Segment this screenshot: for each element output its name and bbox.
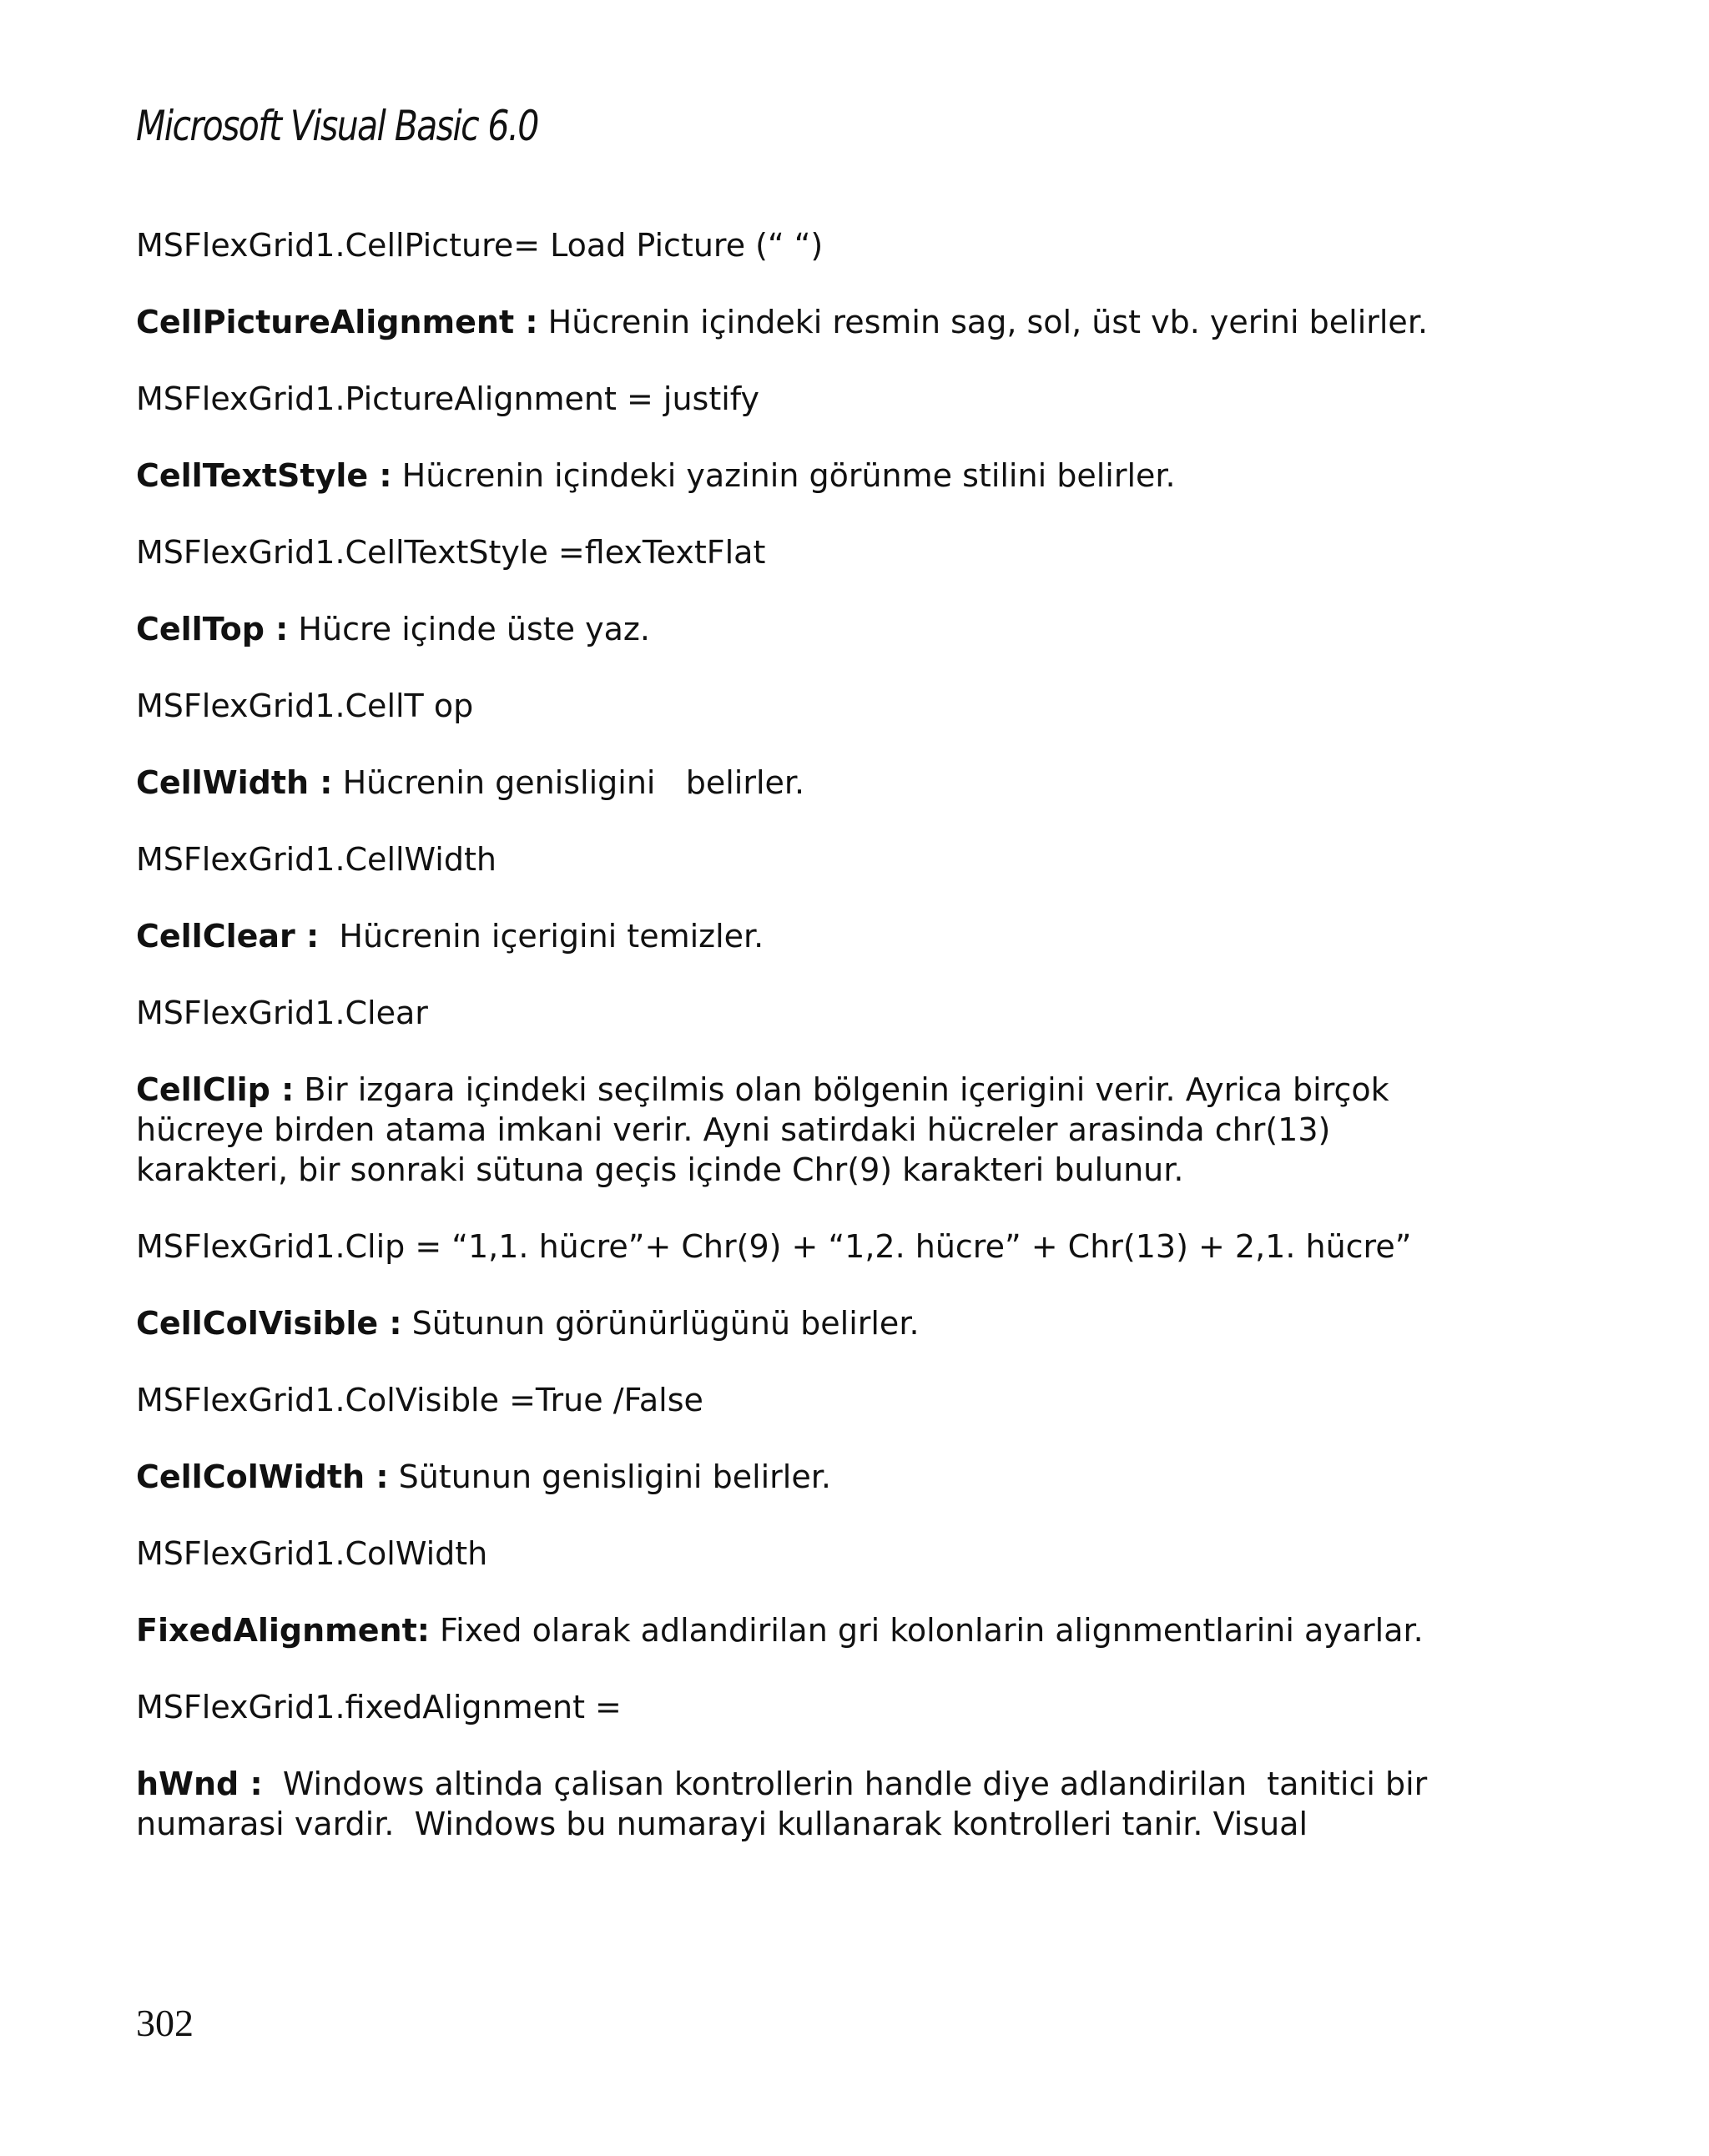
description-cellwidth: Hücrenin genisligini belirler. bbox=[332, 764, 805, 801]
description-cellclip: Bir izgara içindeki seçilmis olan bölgenin içerigini verir. Ayrica birçok hücreye birden atama imkani verir. Ayni satirdaki hücreler arasinda chr(13) karakteri, bir sonraki sütuna geçis içinde Chr(9) karakteri bulunur. bbox=[136, 1071, 1389, 1188]
term-cellwidth: CellWidth : bbox=[136, 764, 333, 801]
page-number: 302 bbox=[136, 2002, 194, 2044]
definition-cellcolvisible bbox=[136, 1303, 1438, 1343]
description-cellcolvisible: Sütunun görünürlügünü belirler. bbox=[401, 1305, 920, 1342]
code-line-fixedalignment: MSFlexGrid1.fixedAlignment = bbox=[136, 1689, 622, 1725]
description-fixedalignment: Fixed olarak adlandirilan gri kolonlarin alignmentlarini ayarlar. bbox=[429, 1612, 1424, 1649]
term-celltop: CellTop : bbox=[136, 611, 289, 647]
description-cellcolwidth: Sütunun genisligini belirler. bbox=[388, 1458, 831, 1495]
code-line-celltop: MSFlexGrid1.CellT op bbox=[136, 688, 474, 724]
code-line-cellpicture: MSFlexGrid1.CellPicture= Load Picture (“ “) bbox=[136, 227, 824, 264]
code-line-cellwidth: MSFlexGrid1.CellWidth bbox=[136, 841, 497, 878]
definition-fixedalignment bbox=[136, 1610, 1438, 1650]
term-cellclip: CellClip : bbox=[136, 1071, 295, 1108]
definition-cellclear bbox=[136, 916, 1438, 956]
term-hwnd: hWnd : bbox=[136, 1766, 263, 1802]
code-line-colwidth: MSFlexGrid1.ColWidth bbox=[136, 1535, 488, 1572]
term-cellpicturealignment: CellPictureAlignment : bbox=[136, 304, 538, 340]
code-line-clip: MSFlexGrid1.Clip = “1,1. hücre”+ Chr(9) + “1,2. hücre” + Chr(13) + 2,1. hücre” bbox=[136, 1228, 1412, 1265]
page-header-title: Microsoft Visual Basic 6.0 bbox=[136, 102, 538, 150]
document-body bbox=[136, 225, 1438, 1881]
term-celltextstyle: CellTextStyle : bbox=[136, 457, 392, 494]
definition-cellwidth bbox=[136, 763, 1438, 803]
description-cellclear: Hücrenin içerigini temizler. bbox=[319, 918, 764, 955]
description-cellpicturealignment: Hücrenin içindeki resmin sag, sol, üst vb. yerini belirler. bbox=[537, 304, 1429, 340]
definition-celltop bbox=[136, 609, 1438, 649]
description-hwnd: Windows altinda çalisan kontrollerin handle diye adlandirilan tanitici bir numarasi vardir. Windows bu numarayi kullanarak kontrolleri tanir. Visual bbox=[136, 1766, 1438, 1842]
description-celltextstyle: Hücrenin içindeki yazinin görünme stilini belirler. bbox=[391, 457, 1176, 494]
definition-cellpicturealignment bbox=[136, 302, 1438, 342]
definition-cellclip bbox=[136, 1070, 1438, 1190]
code-line-picturealignment: MSFlexGrid1.PictureAlignment = justify bbox=[136, 380, 759, 417]
definition-hwnd bbox=[136, 1764, 1438, 1844]
code-line-colvisible: MSFlexGrid1.ColVisible =True /False bbox=[136, 1382, 703, 1418]
term-fixedalignment: FixedAlignment: bbox=[136, 1612, 430, 1649]
definition-celltextstyle bbox=[136, 456, 1438, 496]
code-line-celltextstyle: MSFlexGrid1.CellTextStyle =flexTextFlat bbox=[136, 534, 766, 571]
definition-cellcolwidth bbox=[136, 1457, 1438, 1497]
code-line-clear: MSFlexGrid1.Clear bbox=[136, 995, 428, 1031]
description-celltop: Hücre içinde üste yaz. bbox=[288, 611, 650, 647]
term-cellcolvisible: CellColVisible : bbox=[136, 1305, 402, 1342]
term-cellcolwidth: CellColWidth : bbox=[136, 1458, 389, 1495]
term-cellclear: CellClear : bbox=[136, 918, 320, 955]
